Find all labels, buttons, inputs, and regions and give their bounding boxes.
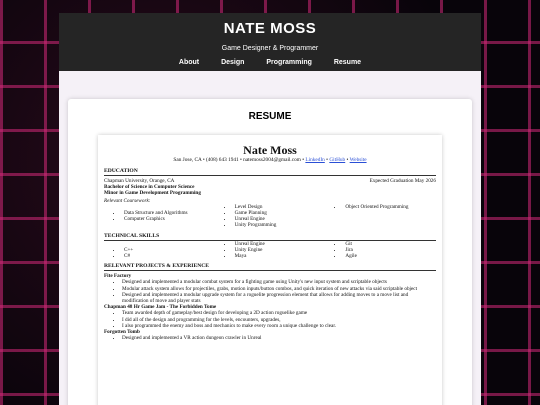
website-page <box>59 13 481 405</box>
resume-card <box>68 99 472 405</box>
page-title: RESUME <box>248 111 292 122</box>
list-item: • C++ <box>122 247 215 253</box>
skills-col-3 <box>325 241 436 260</box>
coursework-label: Relevant Coursework: <box>104 197 151 204</box>
list-item: • Unity Programming <box>233 222 326 228</box>
list-item: • Designed and implemented a modular upgrade system for a roguelite progression element that allows for adding moves to a move list and modification of move and player stats <box>122 292 436 304</box>
nav-about[interactable]: About <box>178 59 200 66</box>
list-item: • Computer Graphics <box>122 216 215 222</box>
section-education: EDUCATION <box>104 168 436 176</box>
skills-list <box>104 241 436 260</box>
list-item: • Designed and implemented a VR action dungeon crawler in Unreal <box>122 335 436 341</box>
list-item: • Game Planning <box>233 210 326 216</box>
resume-name: Nate Moss <box>243 143 297 157</box>
list-item: • Unreal Engine <box>233 241 326 247</box>
skills-col-1 <box>104 241 215 260</box>
website-link[interactable]: Website <box>349 157 367 163</box>
list-item: • C# <box>122 253 215 259</box>
site-subtitle: Game Designer & Programmer <box>221 45 319 52</box>
list-item: • Data Structure and Algorithms <box>122 210 215 216</box>
project-title: Forgotten Tomb <box>104 329 140 336</box>
nav-design[interactable]: Design <box>221 59 245 66</box>
coursework-col-3 <box>325 204 436 229</box>
coursework-col-2 <box>215 204 326 229</box>
list-item: • Designed and implemented a modular combat system for a fighting game using Unity's new input system and scriptable objects <box>122 279 436 285</box>
site-header <box>59 13 481 71</box>
degree: Bachelor of Science in Computer Science <box>104 184 195 191</box>
contact-text: San Jose, CA • (408) 643 1941 • natemoss2004@gmail.com • <box>173 157 306 163</box>
school: Chapman University, Orange, CA <box>104 178 175 184</box>
graduation: Expected Graduation May 2026 <box>369 178 436 184</box>
section-skills: TECHNICAL SKILLS <box>104 233 436 241</box>
nav-programming[interactable]: Programming <box>266 59 312 66</box>
list-item: • Object Oriented Programming <box>343 204 436 210</box>
list-item: • I also programmed the enemy and boss and mechanics to make every room a unique challenge to clear. <box>122 323 436 329</box>
list-item: • Jira <box>343 247 436 253</box>
separator: • <box>345 157 350 163</box>
list-item: • Level Design <box>233 204 326 210</box>
linkedin-link[interactable]: LinkedIn <box>305 157 325 163</box>
list-item: • Team awarded depth of gameplay/best design for developing a 2D action roguelike game <box>122 310 436 316</box>
list-item: • Git <box>343 241 436 247</box>
project-title: Chapman 48 Hr Game Jam - The Forbidden Tome <box>104 304 217 311</box>
site-title: NATE MOSS <box>223 20 317 37</box>
resume-document[interactable] <box>98 135 442 405</box>
resume-contact <box>104 157 436 164</box>
list-item: • Modular attack system allows for projectiles, grabs, motion inputs/button combos, and quick iteration of new attacks via said scriptable object <box>122 286 436 292</box>
separator: • <box>324 157 330 163</box>
skills-col-2 <box>215 241 326 260</box>
coursework-list <box>104 204 436 229</box>
list-item: • I did all of the design and programming for the levels, encounters, upgrades, <box>122 317 436 323</box>
list-item: • Agile <box>343 253 436 259</box>
minor: Minor in Game Development Programming <box>104 190 201 197</box>
coursework-col-1 <box>104 204 215 229</box>
nav-resume[interactable]: Resume <box>333 59 362 66</box>
list-item: • Unreal Engine <box>233 216 326 222</box>
section-projects: RELEVANT PROJECTS & EXPERIENCE <box>104 263 436 271</box>
project-bullets <box>104 335 436 341</box>
list-item: • Maya <box>233 253 326 259</box>
list-item: • Unity Engine <box>233 247 326 253</box>
project-title: Fite Factory <box>104 273 132 280</box>
project-bullets <box>104 310 436 329</box>
github-link[interactable]: GitHub <box>329 157 346 163</box>
project-bullets <box>104 279 436 304</box>
main-nav <box>59 59 481 66</box>
